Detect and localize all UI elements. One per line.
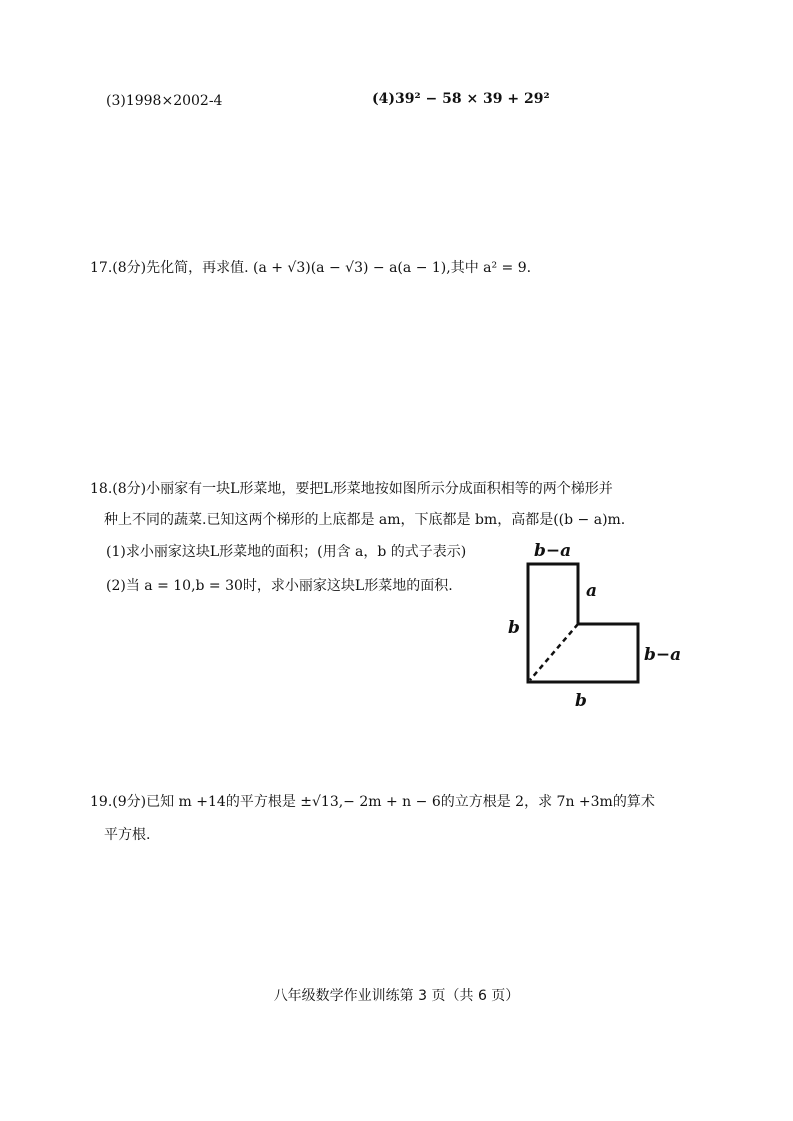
q18-sub1: (1)求小丽家这块L形菜地的面积；(用含 a，b 的式子表示) <box>106 544 467 560</box>
label-bottom: b <box>575 691 587 711</box>
l-shape-diagram <box>500 536 700 716</box>
page-footer: 八年级数学作业训练第 3 页（共 6 页） <box>273 988 520 1004</box>
label-left: b <box>508 618 520 638</box>
label-right: b−a <box>644 645 682 665</box>
q16-part4: (4)39² − 58 × 39 + 29² <box>372 91 550 107</box>
q18-line2: 种上不同的蔬菜.已知这两个梯形的上底都是 am，下底都是 bm，高都是((b − a)m. <box>104 512 626 528</box>
l-shape-outline <box>528 564 638 682</box>
q18-sub2: (2)当 a = 10,b = 30时，求小丽家这块L形菜地的面积. <box>106 578 453 594</box>
l-shape-figure <box>500 536 700 716</box>
q18-line1: 18.(8分)小丽家有一块L形菜地，要把L形菜地按如图所示分成面积相等的两个梯形并 <box>90 481 613 497</box>
label-a: a <box>586 581 598 601</box>
dashed-divider <box>530 624 578 680</box>
q19-line2: 平方根. <box>104 827 151 843</box>
q16-part3: (3)1998×2002-4 <box>106 93 223 109</box>
label-top: b−a <box>534 541 572 561</box>
q17-text: 17.(8分)先化简，再求值. (a + √3)(a − √3) − a(a − 1),其中 a² = 9. <box>90 260 532 276</box>
q19-line1: 19.(9分)已知 m +14的平方根是 ±√13,− 2m + n − 6的立方根是 2，求 7n +3m的算术 <box>90 794 655 810</box>
